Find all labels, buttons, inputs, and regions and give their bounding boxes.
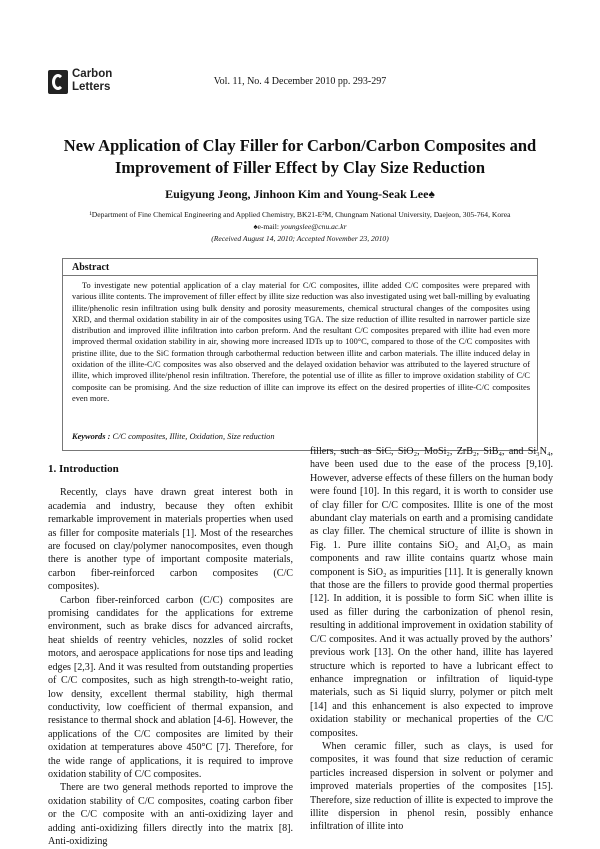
keywords-line bbox=[72, 432, 530, 441]
section-heading-introduction: 1. Introduction bbox=[48, 463, 119, 475]
paragraph: fillers, such as SiC, SiO₂, MoSi₂, ZrB₂, SiB₄, and Si₃N₄, have been used due to the ease of the process [9,10]. However, adverse effects of these fillers on the human body were found [10]. In this regard, it is worth to consider use of clay filler for C/C composites. Illite is one of the most abundant clay materials on earth and a promising candidate as clay filler. The chemical structure of illite is shown in Fig. 1. Pure illite contains SiO₂ and Al₂O₃ as main components and raw illite contains quartz whose main component is SiO₂ as impurities [11]. It is generally known that those are the fillers to provide good thermal properties [12]. In addition, it is possible to form SiC when illite is used as filler during the carbonization of phenol resin, resulting in additional improvement in oxidation stability of C/C composites. And it was actually proved by the authors’ previous work [13]. On the other hand, illite has layered structure which is reported to have a lubricant effect to enhance impregnation or infiltration of liquid-type materials, such as Si liquid slurry, polymer or pitch melt [14] and this enhancement is also expected to improve oxidation stability or mechanical properties of the C/C composites. bbox=[310, 446, 553, 739]
keywords-label: Keywords : bbox=[72, 432, 113, 441]
paragraph: Carbon fiber-reinforced carbon (C/C) composites are promising candidates for the applications for extreme environment, such as brake discs for advanced aircrafts, heat shields of reentry vehicles, nozzles of solid rocket motors, and aerospace applications for nose tips and leading edges [2,3]. And it was resulted from outstanding properties of C/C composites, such as high strength-to-weight ratio, low density, excellent thermal stability, high thermal conductivity, low coefficient of thermal expansion, and resistance to thermal shock and ablation [4-6]. However, the applications of the C/C composites are limited by their oxidation at temperatures above 450°C [7]. Therefore, for the wide range of applications, it is required to improve oxidation stability of C/C composites. bbox=[48, 594, 293, 780]
received-dates: (Received August 14, 2010; Accepted November 23, 2010) bbox=[211, 234, 389, 243]
paragraph: When ceramic filler, such as clays, is used for composites, it was found that size reduction of ceramic particles increased dispersion in solvent or polymer and improved materials properties of the composites [15]. Therefore, size reduction of illite is expected to improve the illite dispersion in phenol resin, possibly enhance infiltration of illite into bbox=[310, 740, 553, 833]
paragraph: Recently, clays have drawn great interest both in academia and industry, because they often exhibit remarkable improvement in materials properties when used as filler for composite materials [1]. Most of the researches are focused on clay/polymer nanocomposites, even though there is another type of important composite materials, carbon fiber-reinforced carbon composites (C/C composites). bbox=[48, 487, 293, 593]
logo-line-2: Letters bbox=[72, 81, 111, 93]
abstract-heading: Abstract bbox=[72, 262, 110, 273]
keywords-list: C/C composites, Illite, Oxidation, Size reduction bbox=[112, 432, 275, 441]
affiliation-block bbox=[40, 209, 560, 245]
abstract-text: To investigate new potential application of a clay material for C/C composites, illite added C/C composites were prepared with various illite contents. The improvement of filler effect by illite size reduction was also investigated using wet ball-milling by evaluating illite/phenolic resin infiltration using bulk density and porosity measurements, chemical structural changes of the composites using XRD, and thermal oxidation stability in air of the composites using TGA. The size reduction of illite resulted in narrower particle size distribution and improved illite infiltration into carbon preform. And the resultant C/C composites prepared with illite had even more improved thermal oxidation stability in air, showing more increased IDTs up to 100°C, compared to those of the C/C composites with pristine illite, due to the SiC formation through carbothermal reduction between illite and carbon materials. The illite induced delay in oxidation of the illite-C/C composites was also observed and the delayed oxidation behavior was attributed to the layered structure of illite, which improved illite/phenol resin infiltration. Therefore, the potential use of illite as filler to improve oxidation stability of C/C composite can be promising. And the size reduction of illite can improve its effect on the desired properties of illite-C/C composites even more. bbox=[72, 281, 530, 403]
left-column bbox=[48, 463, 293, 848]
abstract-divider bbox=[62, 275, 538, 276]
logo-line-1: Carbon bbox=[72, 68, 113, 80]
paper-title: New Application of Clay Filler for Carbon/Carbon Composites and Improvement of Filler Effect by Clay Size Reduction bbox=[63, 136, 537, 177]
affiliation-line: ¹Department of Fine Chemical Engineering and Applied Chemistry, BK21-E²M, Chungnam National University, Daejeon, 305-764, Korea bbox=[89, 210, 511, 219]
email-address[interactable]: youngslee@cnu.ac.kr bbox=[280, 222, 347, 231]
paragraph: There are two general methods reported to improve the oxidation stability of C/C composites, coating carbon fiber or the C/C composite with an anti-oxidizing layer and adding anti-oxidizing fillers directly into the matrix [8]. Anti-oxidizing bbox=[48, 782, 293, 847]
email-label: ♠e-mail: bbox=[253, 222, 281, 231]
author-list: Euigyung Jeong, Jinhoon Kim and Young-Seak Lee♠ bbox=[165, 187, 435, 201]
right-column bbox=[310, 445, 553, 834]
journal-info: Vol. 11, No. 4 December 2010 pp. 293-297 bbox=[213, 76, 387, 87]
email-line bbox=[40, 221, 560, 233]
